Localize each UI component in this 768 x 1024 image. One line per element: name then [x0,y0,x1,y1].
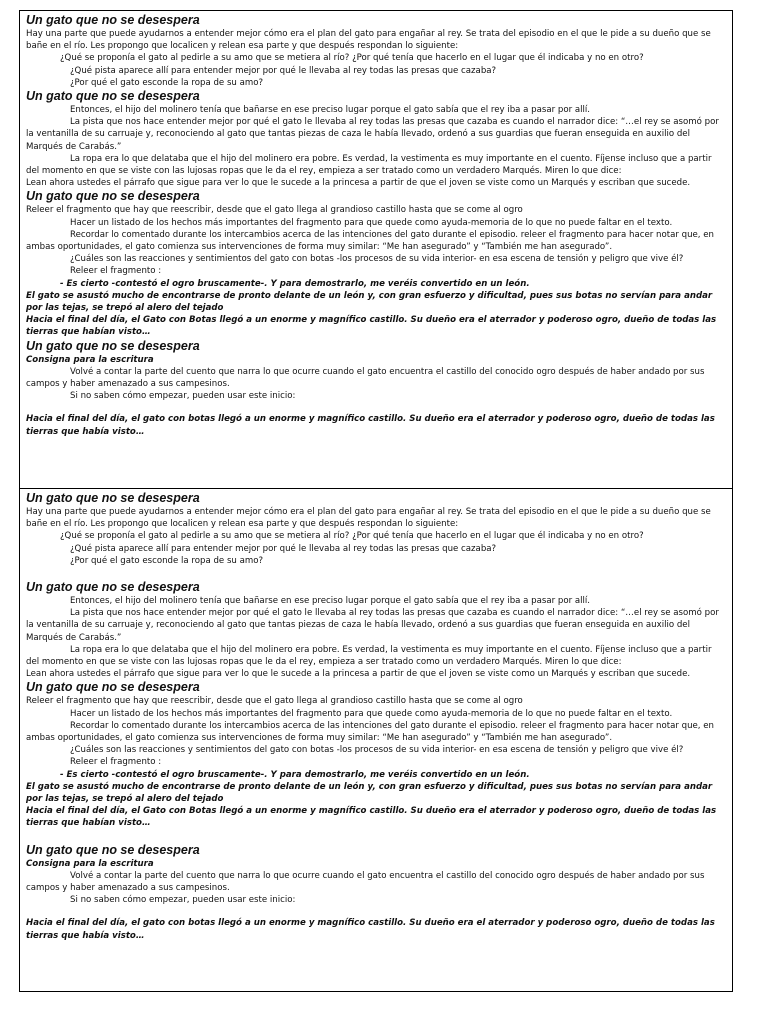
section-1-intro: Hay una parte que puede ayudarnos a entender mejor cómo era el plan del gato para engañar al rey. Se trata del episodio en el que le pide a su dueño que se bañe en el río. Les propongo que localicen y relean esa parte y que después respondan lo siguiente: [26,29,711,52]
section-1-intro: Hay una parte que puede ayudarnos a entender mejor cómo era el plan del gato para engañar al rey. Se trata del episodio en el que le pide a su dueño que se bañe en el río. Les propongo que localicen y relean esa parte y que después respondan lo siguiente: [26,507,711,530]
section-1-title: Un gato que no se desespera [26,13,200,27]
section-1-question-3: ¿Por qué el gato esconde la ropa de su amo? [70,77,264,88]
section-3-question: ¿Cuáles son las reacciones y sentimientos del gato con botas -los procesos de su vida interior- en esa escena de tensión y peligro que vive él? [70,254,684,265]
section-3-quote-3: Hacia el final del día, el Gato con Botas llegó a un enorme y magnífico castillo. Su dueño era el aterrador y poderoso ogro, dueño de todas las tierras que habían visto… [26,806,717,829]
section-4-paragraph-1: Volvé a contar la parte del cuento que narra lo que ocurre cuando el gato encuentra el castillo del conocido ogro después de haber andado por sus campos y haber amenazado a sus campesinos. [26,366,705,390]
section-3-paragraph-3: Recordar lo comentado durante los intercambios acerca de las intenciones del gato durante el episodio. releer el fragmento para hacer notar que, en ambas oportunidades, el gato comienza sus intervenciones de forma muy similar: “Me han asegurado” y “También me han asegurado”. [26,720,715,744]
section-1-question-1: ¿Qué se proponía el gato al pedirle a su amo que se metiera al río? ¿Por qué tenía que hacerlo en el lugar que él indicaba y no en otro? [60,53,644,64]
section-3-quote-2: El gato se asustó mucho de encontrarse de pronto delante de un león y, con gran esfuerzo y dificultad, pues sus botas no servían para andar por las tejas, se trepó al alero del tejado [26,781,713,805]
section-1-title: Un gato que no se desespera [26,491,200,505]
section-4-title: Un gato que no se desespera [26,842,200,857]
section-4-subtitle: Consigna para la escritura [26,354,154,365]
section-4-paragraph-2: Si no saben cómo empezar, pueden usar este inicio: [70,391,296,402]
section-2-paragraph-3: La ropa era lo que delataba que el hijo del molinero era pobre. Es verdad, la vestimenta es muy importante en el cuento. Fíjense incluso que a partir del momento en que se viste con las lujosas ropas que le da el rey, empieza a ser tratado como un verdadero Marqués. Miren lo que dice: [26,644,712,668]
section-3-title: Un gato que no se desespera [26,189,200,204]
section-4-paragraph-2: Si no saben cómo empezar, pueden usar este inicio: [70,895,296,906]
section-2-paragraph-2: La pista que nos hace entender mejor por qué el gato le llevaba al rey todas las presas que cazaba es cuando el narrador dice: “…el rey se asomó por la ventanilla de su carruaje y, reconociendo al gato que tantas piezas de caza le había llevado, ordenó a sus guardias que fueran enseguida en auxilio del Marqués de Carabás.” [26,608,719,643]
section-3-quote-3: Hacia el final del día, el Gato con Botas llegó a un enorme y magnífico castillo. Su dueño era el aterrador y poderoso ogro, dueño de todas las tierras que habían visto… [26,315,717,338]
section-3-paragraph-1: Releer el fragmento que hay que reescribir, desde que el gato llega al grandioso castillo hasta que se come al ogro [26,696,523,707]
section-2-title: Un gato que no se desespera [26,89,200,104]
section-1-question-2: ¿Qué pista aparece allí para entender mejor por qué le llevaba al rey todas las presas que cazaba? [70,543,497,554]
section-3-title: Un gato que no se desespera [26,680,200,695]
section-2-paragraph-4: Lean ahora ustedes el párrafo que sigue para ver lo que le sucede a la princesa a partir de que el joven se viste como un Marqués y escriban que sucede. [26,178,691,189]
section-2-paragraph-3: La ropa era lo que delataba que el hijo del molinero era pobre. Es verdad, la vestimenta es muy importante en el cuento. Fíjense incluso que a partir del momento en que se viste con las lujosas ropas que le da el rey, empieza a ser tratado como un verdadero Marqués. Miren lo que dice: [26,153,712,177]
section-4-subtitle: Consigna para la escritura [26,858,154,869]
section-3-paragraph-3: Recordar lo comentado durante los intercambios acerca de las intenciones del gato durante el episodio. releer el fragmento para hacer notar que, en ambas oportunidades, el gato comienza sus intervenciones de forma muy similar: “Me han asegurado” y “También me han asegurado”. [26,229,715,253]
section-3-reread: Releer el fragmento : [70,266,162,277]
section-2-title: Un gato que no se desespera [26,580,200,595]
section-3-paragraph-1: Releer el fragmento que hay que reescribir, desde que el gato llega al grandioso castillo hasta que se come al ogro [26,205,523,216]
section-4-paragraph-1: Volvé a contar la parte del cuento que narra lo que ocurre cuando el gato encuentra el castillo del conocido ogro después de haber andado por sus campos y haber amenazado a sus campesinos. [26,870,705,894]
section-1-question-3: ¿Por qué el gato esconde la ropa de su amo? [70,555,264,566]
section-3-paragraph-2: Hacer un listado de los hechos más importantes del fragmento para que quede como ayuda-memoria de lo que no puede faltar en el texto. [70,708,673,719]
section-3-quote-1: - Es cierto -contestó el ogro bruscamente-. Y para demostrarlo, me veréis convertido en un león. [60,769,530,780]
section-2-paragraph-1: Entonces, el hijo del molinero tenía que bañarse en ese preciso lugar porque el gato sabía que el rey iba a pasar por allí. [70,105,591,116]
section-4-title: Un gato que no se desespera [26,338,200,353]
section-2-paragraph-1: Entonces, el hijo del molinero tenía que bañarse en ese preciso lugar porque el gato sabía que el rey iba a pasar por allí. [70,596,591,607]
section-1-question-2: ¿Qué pista aparece allí para entender mejor por qué le llevaba al rey todas las presas que cazaba? [70,65,497,76]
section-4-start-text: Hacia el final del día, el gato con botas llegó a un enorme y magnífico castillo. Su dueño era el aterrador y poderoso ogro, dueño de todas las tierras que había visto… [26,918,715,941]
handout-copy-2 [19,488,733,992]
section-3-paragraph-2: Hacer un listado de los hechos más importantes del fragmento para que quede como ayuda-memoria de lo que no puede faltar en el texto. [70,217,673,228]
section-1-question-1: ¿Qué se proponía el gato al pedirle a su amo que se metiera al río? ¿Por qué tenía que hacerlo en el lugar que él indicaba y no en otro? [60,531,644,542]
section-2-paragraph-2: La pista que nos hace entender mejor por qué el gato le llevaba al rey todas las presas que cazaba es cuando el narrador dice: “…el rey se asomó por la ventanilla de su carruaje y, reconociendo al gato que tantas piezas de caza le había llevado, ordenó a sus guardias que fueran enseguida en auxilio del Marqués de Carabás.” [26,117,719,152]
section-4-start-text: Hacia el final del día, el gato con botas llegó a un enorme y magnífico castillo. Su dueño era el aterrador y poderoso ogro, dueño de todas las tierras que había visto… [26,414,715,437]
section-2-paragraph-4: Lean ahora ustedes el párrafo que sigue para ver lo que le sucede a la princesa a partir de que el joven se viste como un Marqués y escriban que sucede. [26,669,691,680]
handout-copy-1 [19,10,733,489]
section-3-quote-1: - Es cierto -contestó el ogro bruscamente-. Y para demostrarlo, me veréis convertido en un león. [60,278,530,289]
section-3-quote-2: El gato se asustó mucho de encontrarse de pronto delante de un león y, con gran esfuerzo y dificultad, pues sus botas no servían para andar por las tejas, se trepó al alero del tejado [26,290,713,314]
section-3-reread: Releer el fragmento : [70,757,162,768]
section-3-question: ¿Cuáles son las reacciones y sentimientos del gato con botas -los procesos de su vida interior- en esa escena de tensión y peligro que vive él? [70,745,684,756]
